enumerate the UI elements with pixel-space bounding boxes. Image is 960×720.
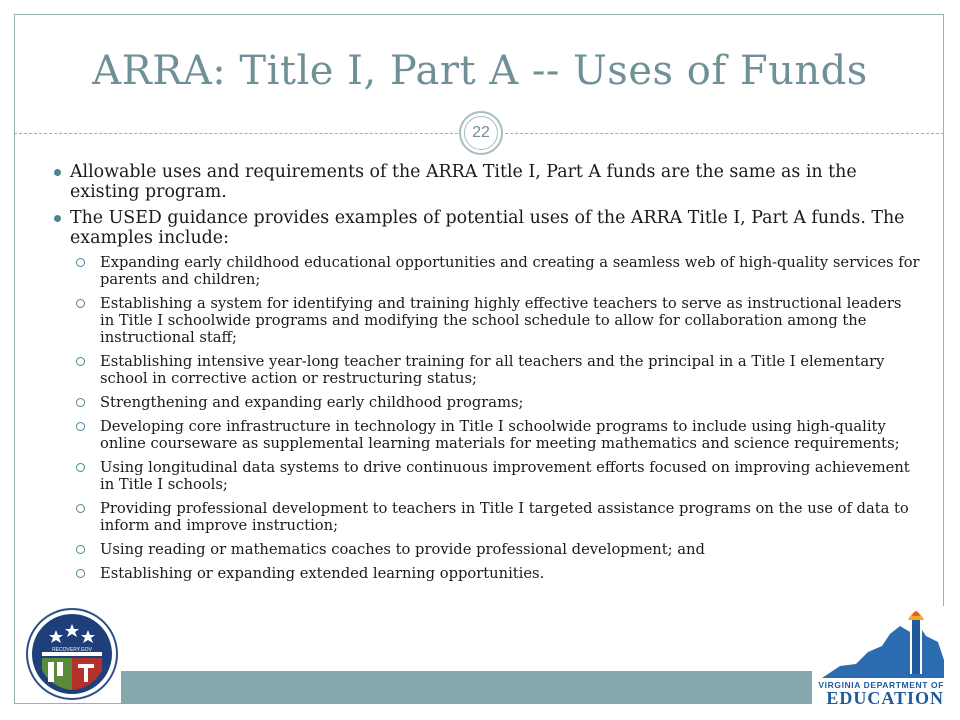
page-number-badge — [459, 111, 503, 155]
vdoe-line1: VIRGINIA DEPARTMENT OF — [818, 680, 944, 690]
sub-bullet-text: Establishing or expanding extended learning opportunities. — [100, 565, 545, 582]
ring-icon — [76, 504, 85, 513]
sub-bullet-item — [70, 353, 920, 387]
ring-icon — [76, 299, 85, 308]
sub-bullet-item — [70, 500, 920, 534]
ring-icon — [76, 258, 85, 267]
sub-bullet-text: Strengthening and expanding early childhood programs; — [100, 394, 524, 411]
page-number: 22 — [472, 124, 490, 141]
sub-bullet-item — [70, 541, 920, 558]
sub-bullet-item — [70, 254, 920, 288]
bullet-text: Allowable uses and requirements of the ARRA Title I, Part A funds are the same as in the existing program. — [70, 162, 857, 202]
sub-bullet-item — [70, 295, 920, 346]
sub-bullet-text: Using longitudinal data systems to drive continuous improvement efforts focused on improving achievement in Title I schools; — [100, 459, 910, 493]
vdoe-logo — [812, 606, 946, 708]
ring-icon — [76, 545, 85, 554]
sub-bullet-text: Establishing intensive year-long teacher training for all teachers and the principal in a Title I elementary school in corrective action or restructuring status; — [100, 353, 885, 387]
ring-icon — [76, 357, 85, 366]
footer-bar — [121, 671, 812, 704]
sub-bullet-item — [70, 565, 920, 582]
bullet-item — [48, 162, 920, 202]
virginia-state-icon — [812, 606, 946, 680]
slide-body — [48, 162, 920, 589]
ring-icon — [76, 463, 85, 472]
sub-bullet-text: Using reading or mathematics coaches to provide professional development; and — [100, 541, 705, 558]
recovery-seal-logo — [26, 608, 118, 700]
svg-text:RECOVERY.GOV: RECOVERY.GOV — [52, 647, 92, 653]
bullet-item — [48, 208, 920, 248]
ring-icon — [76, 422, 85, 431]
filled-dot-icon — [54, 215, 61, 222]
ring-icon — [76, 398, 85, 407]
sub-bullet-item — [70, 418, 920, 452]
bullet-text: The USED guidance provides examples of potential uses of the ARRA Title I, Part A funds. The examples include: — [70, 208, 905, 248]
sub-bullet-item — [70, 459, 920, 493]
sub-bullet-text: Providing professional development to teachers in Title I targeted assistance programs on the use of data to inform and improve instruction; — [100, 500, 909, 534]
slide-title: ARRA: Title I, Part A -- Uses of Funds — [92, 48, 868, 94]
sub-bullet-text: Developing core infrastructure in technology in Title I schoolwide programs to include using high-quality online courseware as supplemental learning materials for meeting mathematics and science requirements; — [100, 418, 900, 452]
sub-bullet-text: Expanding early childhood educational opportunities and creating a seamless web of high-quality services for parents and children; — [100, 254, 920, 288]
sub-bullet-text: Establishing a system for identifying and training highly effective teachers to serve as instructional leaders in Title I schoolwide programs and modifying the school schedule to allow for collaboration among the instructional staff; — [100, 295, 902, 346]
ring-icon — [76, 569, 85, 578]
vdoe-line2: EDUCATION — [826, 688, 944, 708]
sub-bullet-item — [70, 394, 920, 411]
filled-dot-icon — [54, 169, 61, 176]
